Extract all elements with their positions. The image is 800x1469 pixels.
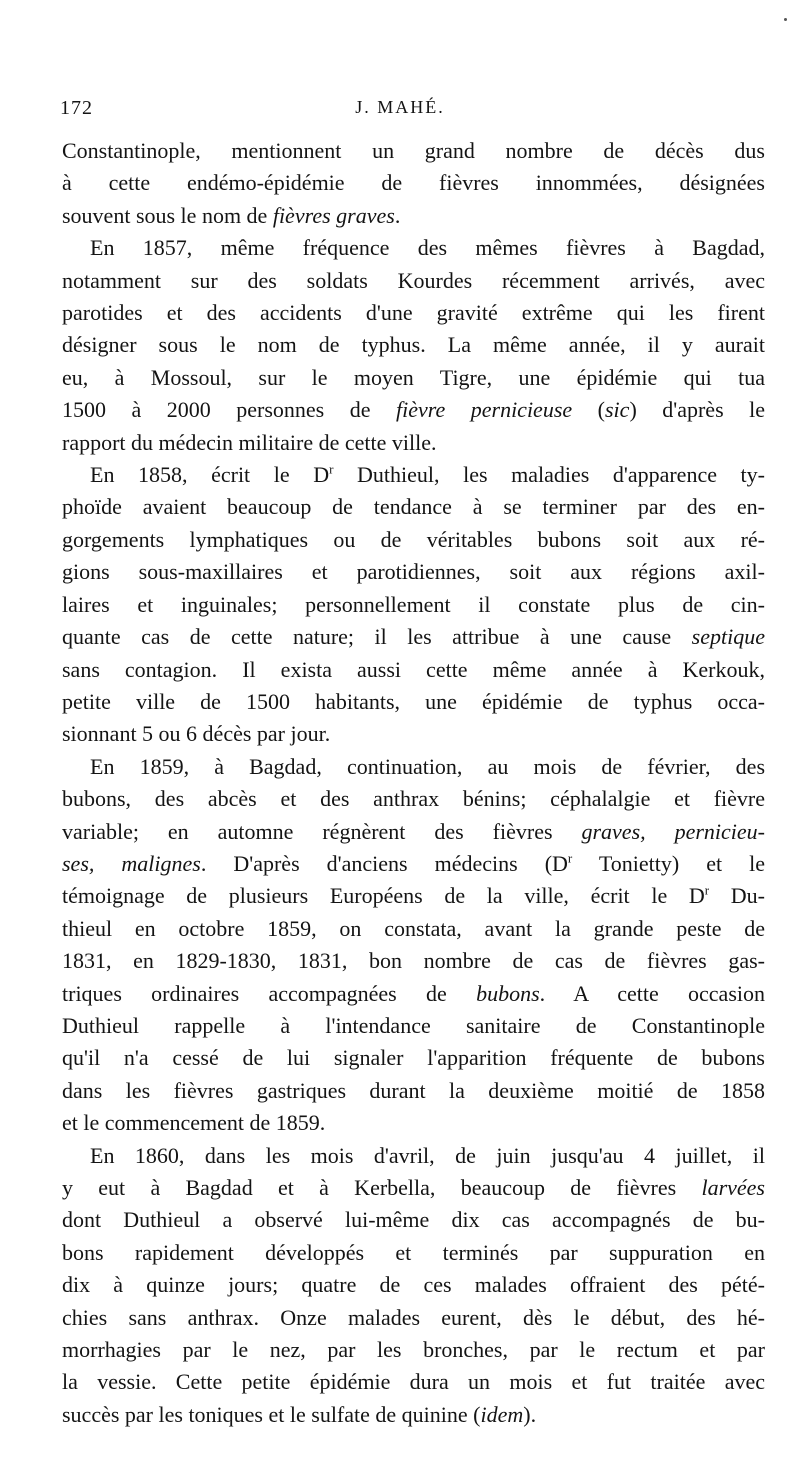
text-line: [62, 362, 765, 394]
text-line: [62, 524, 765, 556]
text-line: [62, 1140, 765, 1172]
text-line: [62, 945, 765, 977]
text-line: [62, 329, 765, 361]
text-segment: petite ville de 1500 habitants, une épidémie de typhus occa-: [62, 688, 765, 714]
text-line: [62, 718, 765, 750]
text-line: [62, 427, 765, 459]
italic-text: bubons: [476, 980, 540, 1006]
text-segment: 1831, en 1829-1830, 1831, bon nombre de cas de fièvres gas-: [62, 948, 765, 974]
text-line: [62, 1399, 765, 1431]
text-line: [62, 816, 765, 848]
text-segment: souvent sous le nom de: [62, 202, 273, 228]
text-segment: quante cas de cette nature; il les attribue à une cause: [62, 624, 692, 650]
text-line: [62, 1075, 765, 1107]
body-text: [62, 135, 765, 1431]
text-segment: . A cette occasion: [539, 980, 765, 1006]
text-segment: phoïde avaient beaucoup de tendance à se terminer par des en-: [62, 494, 765, 520]
text-segment: thieul en octobre 1859, on constata, avant la grande peste de: [62, 915, 765, 941]
text-line: [62, 556, 765, 588]
italic-text: graves, pernicieu-: [581, 818, 766, 844]
text-segment: ).: [523, 1401, 537, 1427]
text-line: [62, 751, 765, 783]
text-segment: eu, à Mossoul, sur le moyen Tigre, une épidémie qui tua: [62, 364, 765, 390]
text-segment: Duthieul, les maladies d'apparence ty-: [333, 462, 765, 488]
superscript: r: [567, 850, 573, 866]
text-line: [62, 1042, 765, 1074]
text-line: [62, 621, 765, 653]
text-line: [62, 1172, 765, 1204]
text-line: [62, 265, 765, 297]
text-line: [62, 200, 765, 232]
text-segment: gions sous-maxillaires et parotidiennes, soit aux régions axil-: [62, 559, 765, 585]
text-segment: désigner sous le nom de typhus. La même année, il y aurait: [62, 332, 765, 358]
superscript: r: [329, 461, 334, 477]
text-line: [62, 589, 765, 621]
text-segment: dans les fièvres gastriques durant la deuxième moitié de 1858: [62, 1077, 765, 1103]
text-segment: gorgements lymphatiques ou de véritables bubons soit aux ré-: [62, 526, 765, 552]
text-segment: Duthieul rappelle à l'intendance sanitaire de Constantinople: [62, 1012, 765, 1038]
italic-text: septique: [691, 624, 765, 650]
text-segment: témoignage de plusieurs Européens de la ville, écrit le D: [62, 883, 705, 909]
text-line: [62, 913, 765, 945]
text-segment: Tonietty) et le: [572, 850, 766, 876]
text-line: [62, 1107, 765, 1139]
scan-speck: [784, 18, 787, 21]
italic-text: larvées: [701, 1175, 765, 1200]
text-segment: dix à quinze jours; quatre de ces malades offraient des pété-: [62, 1272, 765, 1298]
text-line: [62, 848, 765, 880]
text-segment: la vessie. Cette petite épidémie dura un mois et fut traitée avec: [62, 1369, 765, 1395]
text-segment: succès par les toniques et le sulfate de quinine (: [62, 1401, 481, 1427]
text-line: [62, 459, 765, 491]
text-segment: .: [394, 202, 401, 228]
italic-text: idem: [480, 1401, 524, 1427]
text-segment: parotides et des accidents d'une gravité extrême qui les firent: [62, 300, 765, 326]
text-line: [62, 491, 765, 523]
text-segment: laires et inguinales; personnellement il constate plus de cin-: [62, 591, 765, 617]
text-segment: dont Duthieul a observé lui-même dix cas accompagnés de bu-: [62, 1207, 765, 1233]
text-segment: En 1860, dans les mois d'avril, de juin jusqu'au 4 juillet, il: [90, 1142, 765, 1168]
text-line: [62, 1334, 765, 1366]
text-segment: triques ordinaires accompagnées de: [62, 980, 477, 1006]
text-segment: y eut à Bagdad et à Kerbella, beaucoup de fièvres: [62, 1175, 702, 1200]
italic-text: fièvre pernicieuse: [395, 397, 573, 423]
text-segment: bons rapidement développés et terminés par suppuration en: [62, 1239, 765, 1265]
text-segment: variable; en automne régnèrent des fièvres: [62, 818, 582, 844]
text-segment: . D'après d'anciens médecins (D: [200, 850, 568, 876]
text-segment: bubons, des abcès et des anthrax bénins; céphalalgie et fièvre: [62, 786, 765, 812]
text-segment: sans contagion. Il exista aussi cette même année à Kerkouk,: [62, 656, 765, 682]
text-line: [62, 394, 765, 426]
text-line: [62, 1302, 765, 1334]
text-line: [62, 1366, 765, 1398]
text-segment: En 1858, écrit le D: [90, 462, 330, 488]
text-line: [62, 1237, 765, 1269]
text-line: [62, 880, 765, 912]
text-segment: morrhagies par le nez, par les bronches, par le rectum et par: [62, 1337, 765, 1363]
running-head: [60, 97, 740, 127]
text-line: [62, 783, 765, 815]
text-segment: ) d'après le: [629, 397, 766, 423]
text-line: [62, 167, 765, 199]
text-segment: Constantinople, mentionnent un grand nombre de décès dus: [62, 138, 765, 163]
text-line: [62, 232, 765, 264]
text-segment: et le commencement de 1859.: [62, 1110, 326, 1136]
text-segment: notamment sur des soldats Kourdes récemment arrivés, avec: [62, 267, 765, 293]
superscript: r: [704, 883, 710, 899]
text-line: [62, 686, 765, 718]
text-segment: En 1859, à Bagdad, continuation, au mois de février, des: [90, 753, 765, 779]
text-segment: chies sans anthrax. Onze malades eurent, dès le début, des hé-: [62, 1304, 765, 1330]
text-segment: (: [572, 397, 605, 423]
running-title: J. MAHÉ.: [355, 97, 445, 117]
italic-text: sic: [604, 397, 630, 423]
text-segment: En 1857, même fréquence des mêmes fièvres à Bagdad,: [90, 235, 765, 261]
text-segment: 1500 à 2000 personnes de: [62, 397, 396, 423]
text-line: [62, 654, 765, 686]
text-segment: qu'il n'a cessé de lui signaler l'apparition fréquente de bubons: [62, 1045, 765, 1071]
text-segment: Du-: [709, 883, 766, 909]
italic-text: fièvres graves: [272, 202, 395, 228]
text-line: [62, 978, 765, 1010]
text-line: [62, 1010, 765, 1042]
text-segment: sionnant 5 ou 6 décès par jour.: [62, 721, 331, 747]
text-line: [62, 1204, 765, 1236]
text-line: [62, 135, 765, 167]
text-line: [62, 297, 765, 329]
text-line: [62, 1269, 765, 1301]
text-segment: à cette endémo-épidémie de fièvres innommées, désignées: [62, 170, 765, 196]
page-number: 172: [60, 97, 93, 119]
text-segment: rapport du médecin militaire de cette ville.: [62, 429, 437, 455]
italic-text: ses, malignes: [62, 850, 201, 876]
